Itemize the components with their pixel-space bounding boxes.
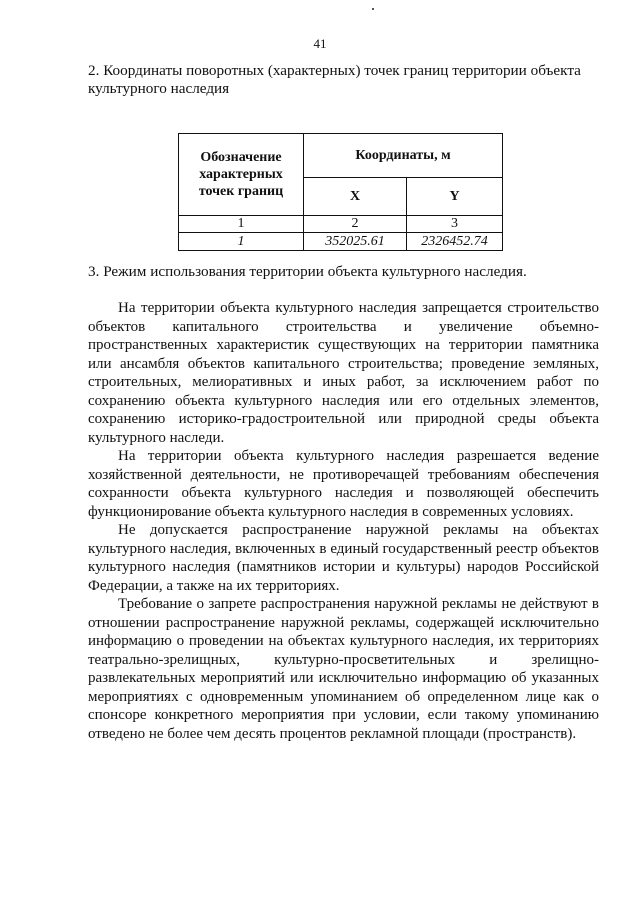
- y-header: Y: [407, 178, 503, 216]
- paragraph: Не допускается распространение наружной рекламы на объектах культурного наследия, включенных в единый государственный реестр объектов культурного наследия (памятников истории и культуры) народов Российской Федерации, а также на их территориях.: [88, 522, 599, 594]
- section-2-heading: 2. Координаты поворотных (характерных) точек границ территории объекта культурного наследия: [88, 62, 581, 97]
- page-number: 41: [313, 36, 327, 51]
- point-cell: 1: [179, 233, 304, 251]
- paragraph: На территории объекта культурного наследия разрешается ведение хозяйственной деятельности, не противоречащей требованиям обеспечения сохранности объекта культурного наследия и позволяющей обеспечить функционирование объекта культурного наследия в современных условиях.: [88, 448, 599, 520]
- coordinates-table: [178, 133, 503, 251]
- paragraph: Требование о запрете распространения наружной рекламы не действуют в отношении распространение наружной рекламы, содержащей исключительно информацию о проведении на объектах культурного наследия, их территориях театрально-зрелищных, культурно-просветительных и зрелищно-развлекательных мероприятий или исключительно информацию об указанных мероприятиях с одновременным упоминанием об определенном лице как о спонсоре конкретного мероприятия при условии, если такому упоминанию отведено не более чем десять процентов рекламной площади (пространств).: [88, 596, 599, 742]
- index-cell: 2: [304, 216, 407, 233]
- y-cell: 2326452.74: [407, 233, 503, 251]
- paragraph: На территории объекта культурного наследия запрещается строительство объектов капитального строительства и увеличение объемно-пространственных характеристик существующих на территории памятника или ансамбля объектов капитального строительства; проведение земляных, строительных, мелиоративных и иных работ, за исключением работ по сохранению объекта культурного наследия или его отдельных элементов, сохранению историко-градостроительной или природной среды объекта культурного наследи.: [88, 300, 599, 446]
- x-header: X: [304, 178, 407, 216]
- body-text: [88, 299, 599, 743]
- index-cell: 1: [179, 216, 304, 233]
- coordinates-header: Координаты, м: [304, 134, 503, 178]
- x-cell: 352025.61: [304, 233, 407, 251]
- section-3-heading: 3. Режим использования территории объекта культурного наследия.: [88, 263, 527, 280]
- index-cell: 3: [407, 216, 503, 233]
- point-designation-header: Обозначение характерных точек границ: [179, 134, 304, 216]
- table-row: [179, 233, 503, 251]
- scan-speck: [372, 8, 374, 10]
